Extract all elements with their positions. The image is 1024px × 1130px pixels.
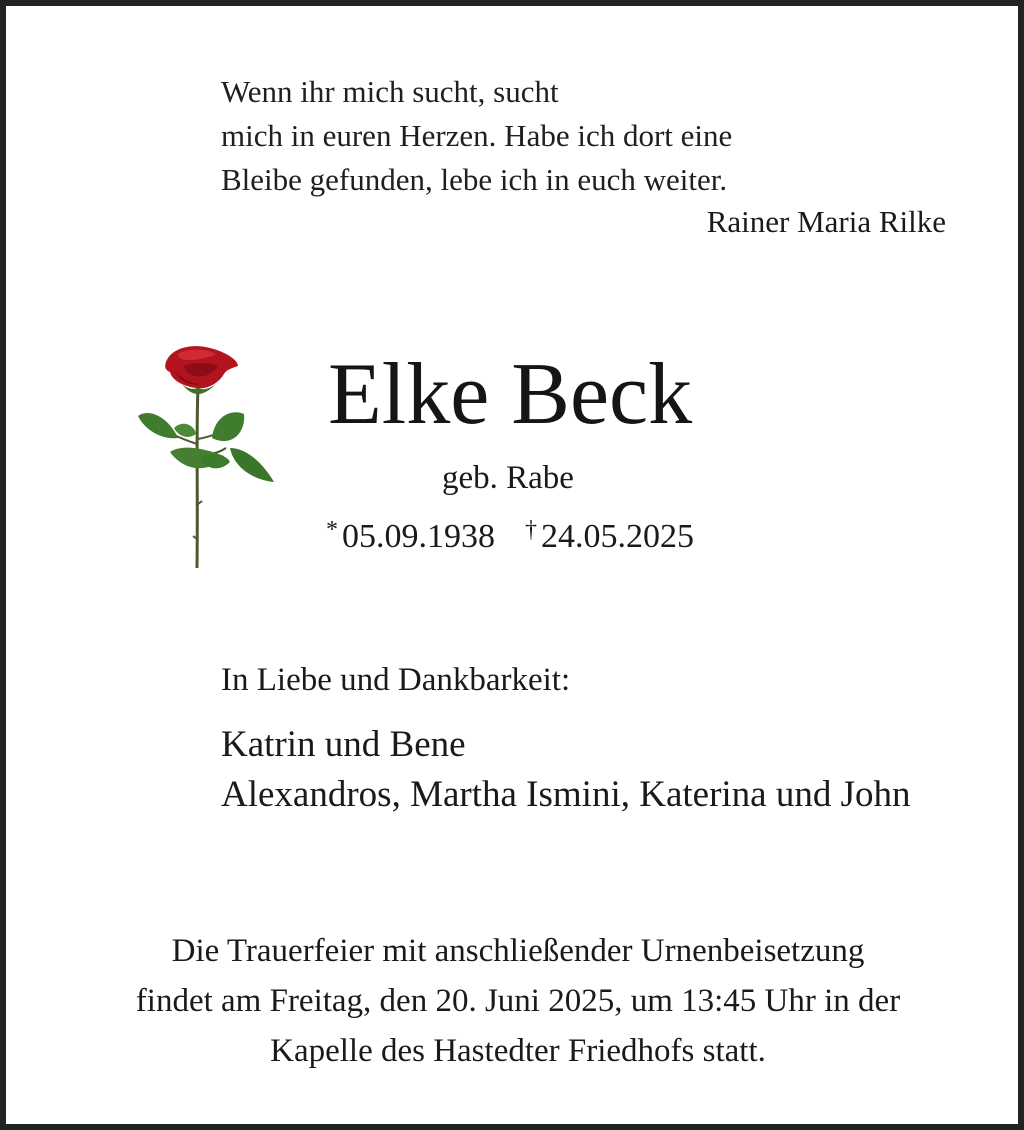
quote-line: Bleibe gefunden, lebe ich in euch weiter. [221,162,728,197]
birth-symbol: * [326,517,338,543]
birth-date: 05.09.1938 [342,518,495,555]
mourner-line: Katrin und Bene [221,724,466,765]
dedication-text: In Liebe und Dankbarkeit: [221,662,571,698]
quote-line: Wenn ihr mich sucht, sucht [221,74,559,109]
service-line: Kapelle des Hastedter Friedhofs statt. [270,1033,766,1069]
service-line: findet am Freitag, den 20. Juni 2025, um 13:45 Uhr in der [135,983,901,1019]
service-line: Die Trauerfeier mit anschließender Urnenbeisetzung [171,933,865,969]
deceased-name: Elke Beck [328,346,693,443]
funeral-service-info [46,926,990,1076]
life-dates [326,506,694,561]
quote-author: Rainer Maria Rilke [706,204,946,239]
death-symbol: † [525,517,537,543]
poem-quote [221,70,961,202]
mourner-line: Alexandros, Martha Ismini, Katerina und John [221,774,911,815]
death-date: 24.05.2025 [541,518,694,555]
maiden-name: geb. Rabe [442,460,574,496]
red-rose-icon [134,344,279,572]
mourners-list [221,720,911,820]
quote-line: mich in euren Herzen. Habe ich dort eine [221,118,733,153]
